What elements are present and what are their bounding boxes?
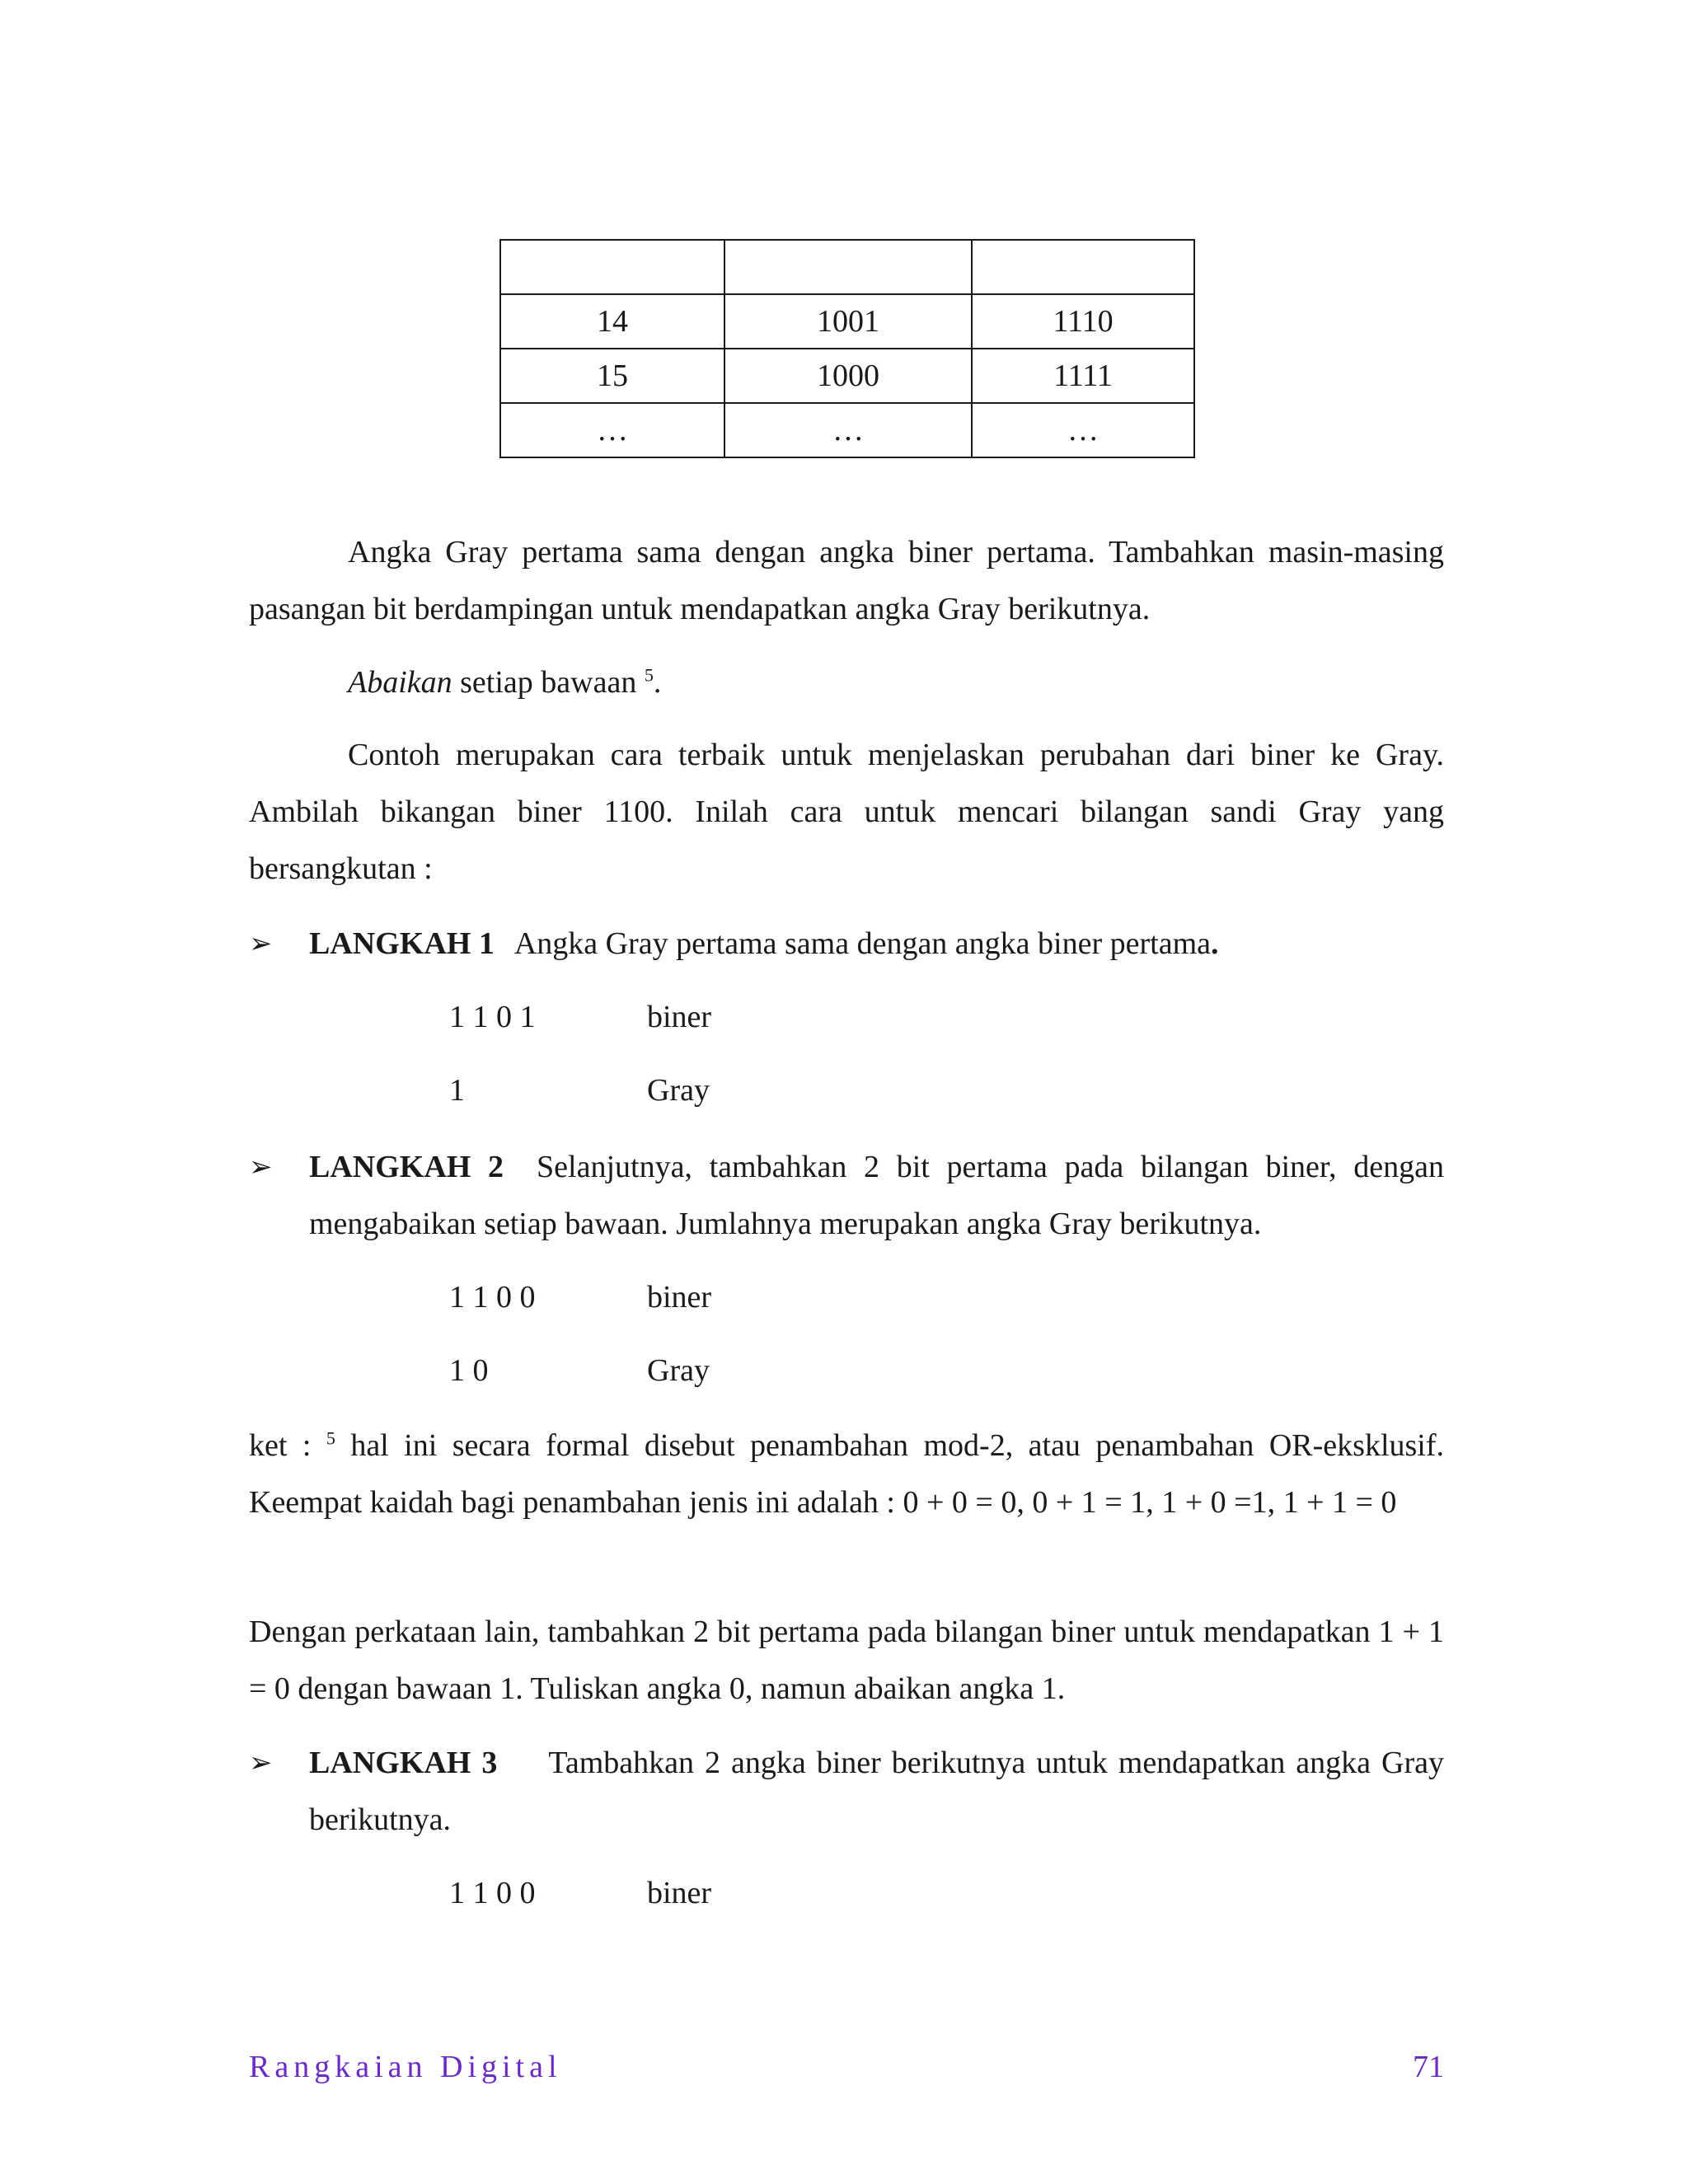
binary-digits: 1 1 0 0 bbox=[449, 1280, 536, 1315]
table-cell: 14 bbox=[500, 294, 724, 349]
footnote-ref: 5 bbox=[644, 664, 654, 686]
table-cell: … bbox=[972, 403, 1194, 457]
step-2 bbox=[249, 1139, 1444, 1253]
arrow-bullet-icon: ➢ bbox=[249, 1151, 273, 1183]
table-row bbox=[500, 240, 1194, 294]
row-label: biner bbox=[647, 1876, 712, 1910]
binary-row bbox=[449, 989, 711, 1046]
note-text: hal ini secara formal disebut penambahan mod-2, atau penambahan OR-eksklusif. Keempat kaidah bagi penambahan jenis ini adalah : 0 + 0 = 0, 0 + 1 = 1, 1 + 0 =1, 1 + 1 = 0 bbox=[249, 1428, 1444, 1520]
paragraph-explanation: Dengan perkataan lain, tambahkan 2 bit pertama pada bilangan biner untuk mendapatkan 1 + 1 = 0 dengan bawaan 1. Tuliskan angka 0, namun abaikan angka 1. bbox=[249, 1615, 1444, 1706]
gray-row bbox=[449, 1343, 710, 1399]
binary-digits: 1 1 0 0 bbox=[449, 1876, 536, 1910]
italic-word: Abaikan bbox=[348, 665, 452, 700]
page-number: 71 bbox=[1413, 2050, 1444, 2084]
step-label: LANGKAH 2 bbox=[309, 1150, 504, 1184]
step-label: LANGKAH 3 bbox=[309, 1746, 498, 1780]
table-cell bbox=[724, 240, 972, 294]
step-text: Tambahkan 2 angka biner berikutnya untuk mendapatkan angka Gray berikutnya. bbox=[309, 1746, 1444, 1837]
step-1 bbox=[249, 916, 1444, 972]
table-cell: 1001 bbox=[724, 294, 972, 349]
gray-digits: 1 0 bbox=[449, 1353, 489, 1388]
arrow-bullet-icon: ➢ bbox=[249, 927, 273, 960]
footer-book-title: Rangkaian Digital bbox=[249, 2050, 562, 2084]
step-3 bbox=[249, 1735, 1444, 1849]
footnote-note bbox=[249, 1418, 1444, 1531]
table-cell: … bbox=[724, 403, 972, 457]
row-label: Gray bbox=[647, 1073, 710, 1108]
gray-row bbox=[449, 1062, 710, 1119]
paragraph-example: Contoh merupakan cara terbaik untuk menjelaskan perubahan dari biner ke Gray. Ambilah bikangan biner 1100. Inilah cara untuk mencari bilangan sandi Gray yang bersangkutan : bbox=[249, 738, 1444, 886]
table-row bbox=[500, 349, 1194, 403]
row-label: biner bbox=[647, 1000, 712, 1034]
table-row bbox=[500, 403, 1194, 457]
paragraph-text: . bbox=[653, 665, 662, 700]
table-cell bbox=[972, 240, 1194, 294]
gray-digits: 1 bbox=[449, 1073, 465, 1108]
step-text: Angka Gray pertama sama dengan angka biner pertama bbox=[513, 926, 1211, 961]
table-cell: 1110 bbox=[972, 294, 1194, 349]
footnote-ref: 5 bbox=[326, 1427, 335, 1449]
step-text-end: . bbox=[1211, 926, 1219, 961]
table-row bbox=[500, 294, 1194, 349]
table-cell: 1000 bbox=[724, 349, 972, 403]
paragraph-abaikan bbox=[249, 654, 1444, 711]
binary-row bbox=[449, 1865, 711, 1922]
binary-digits: 1 1 0 1 bbox=[449, 1000, 536, 1034]
arrow-bullet-icon: ➢ bbox=[249, 1746, 273, 1779]
paragraph-intro: Angka Gray pertama sama dengan angka biner pertama. Tambahkan masin-masing pasangan bit berdampingan untuk mendapatkan angka Gray berikutnya. bbox=[249, 535, 1444, 626]
note-prefix: ket : bbox=[249, 1428, 326, 1463]
row-label: biner bbox=[647, 1280, 712, 1315]
table-cell: 15 bbox=[500, 349, 724, 403]
step-label: LANGKAH 1 bbox=[309, 926, 495, 961]
table-cell: … bbox=[500, 403, 724, 457]
binary-row bbox=[449, 1269, 711, 1326]
paragraph-text: setiap bawaan bbox=[452, 665, 645, 700]
table-cell: 1111 bbox=[972, 349, 1194, 403]
table-cell bbox=[500, 240, 724, 294]
conversion-table bbox=[499, 239, 1195, 458]
row-label: Gray bbox=[647, 1353, 710, 1388]
step-text: Selanjutnya, tambahkan 2 bit pertama pada bilangan biner, dengan mengabaikan setiap bawaan. Jumlahnya merupakan angka Gray berikutnya. bbox=[309, 1150, 1444, 1241]
